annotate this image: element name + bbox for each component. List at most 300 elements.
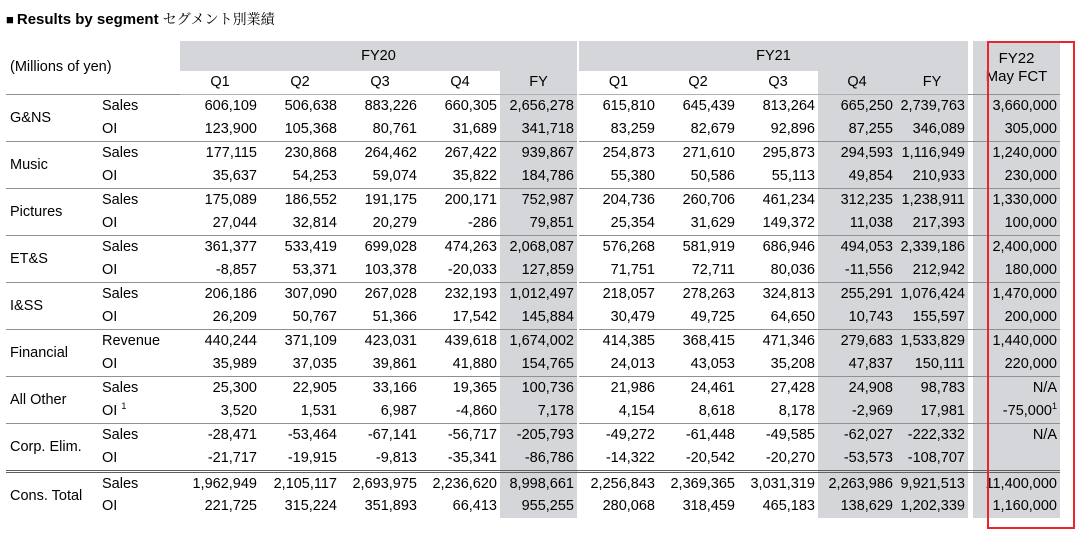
fy22-forecast-text: 200,000: [1004, 309, 1057, 325]
fy21-q4-header: Q4: [818, 71, 896, 95]
fy20-q1-value: 361,377: [180, 236, 260, 260]
fy20-q2-value: 506,638: [260, 95, 340, 119]
table-row: [6, 377, 1060, 401]
fy21-q2-value: 31,629: [690, 215, 735, 231]
fy20-q3-value: -9,813: [375, 450, 417, 466]
metric-text: Sales: [102, 380, 139, 396]
fy21-q3-value: 3,031,319: [738, 472, 818, 496]
fy20-q1-value: 177,115: [180, 142, 260, 166]
fy22-forecast-text: 305,000: [1004, 121, 1057, 137]
metric-text: OI: [102, 403, 118, 419]
fy21-q3-value: 149,372: [762, 215, 815, 231]
metric-label: [98, 472, 180, 496]
fy21-q2-value: 72,711: [691, 262, 735, 278]
fy21-q1-value: 83,259: [578, 118, 658, 142]
fy20-header: FY20: [180, 41, 578, 71]
fy20-q1-value: 206,186: [180, 283, 260, 307]
fy21-q4-value: 10,743: [818, 306, 896, 330]
fy21-fy-value: 217,393: [896, 212, 968, 236]
fy20-q1-value: 25,300: [180, 377, 260, 401]
fy21-fy-value: 17,981: [896, 400, 968, 424]
metric-text: OI: [102, 356, 118, 372]
fy22-forecast-value: [973, 424, 1060, 448]
fy20-fy-value: 955,255: [500, 495, 578, 518]
fy22-forecast-value: [973, 306, 1060, 330]
fy21-fy-value: 1,533,829: [896, 330, 968, 354]
table-row: [6, 189, 1060, 213]
table-row: [6, 330, 1060, 354]
table-row: [6, 165, 1060, 189]
fy22-forecast-text: -75,000: [1002, 403, 1052, 419]
fy20-q4-value: 2,236,620: [420, 472, 500, 496]
fy22-forecast-text: 100,000: [1004, 215, 1057, 231]
fy20-q2-value: 105,368: [284, 121, 337, 137]
fy20-q4-value: 660,305: [420, 95, 500, 119]
fy22-forecast-text: 2,400,000: [992, 239, 1057, 255]
fy20-q2-value: 50,767: [292, 309, 337, 325]
header-row-years: [6, 41, 1060, 71]
fy21-q2-value: 581,919: [658, 236, 738, 260]
fy21-q2-value: 260,706: [658, 189, 738, 213]
fy21-q3-value: 324,813: [738, 283, 818, 307]
fy20-q4-value: 474,263: [420, 236, 500, 260]
fy22-header-line2: May FCT: [985, 67, 1048, 85]
fy22-forecast-text: 1,470,000: [992, 286, 1057, 302]
fy21-q4-value: 665,250: [818, 95, 896, 119]
metric-label: [98, 118, 180, 142]
fy22-forecast-text: N/A: [1032, 427, 1057, 443]
fy21-q4-value: -62,027: [818, 424, 896, 448]
metric-text: Sales: [102, 98, 139, 114]
fy20-fy-value: 127,859: [500, 259, 578, 283]
table-row: [6, 212, 1060, 236]
metric-label: [98, 95, 180, 119]
metric-text: OI: [102, 450, 118, 466]
metric-label: [98, 259, 180, 283]
fy20-q1-value: 1,962,949: [180, 472, 260, 496]
fy21-q2-value: 43,053: [690, 356, 735, 372]
table-row: [6, 142, 1060, 166]
metric-label: [98, 377, 180, 401]
fy20-fy-header: FY: [500, 71, 578, 95]
metric-text: Sales: [102, 286, 139, 302]
table-row: [6, 447, 1060, 472]
fy22-forecast-value: [973, 377, 1060, 401]
metric-text: OI: [102, 498, 118, 514]
fy21-fy-value: 212,942: [896, 259, 968, 283]
fy21-q2-value: 50,586: [690, 168, 735, 184]
table-row: [6, 353, 1060, 377]
fy20-q3-value: 33,166: [340, 377, 420, 401]
metric-label: [98, 212, 180, 236]
metric-text: Sales: [102, 145, 139, 161]
fy22-forecast-value: [973, 400, 1060, 424]
fy22-forecast-value: [973, 283, 1060, 307]
fy21-q2-value: 645,439: [658, 95, 738, 119]
metric-text: Sales: [102, 192, 139, 208]
fy20-q1-value: -8,857: [215, 262, 257, 278]
fy20-q1-value: 26,209: [212, 309, 257, 325]
fy21-q4-value: -2,969: [818, 400, 896, 424]
fy20-q2-header: Q2: [260, 71, 340, 95]
fy20-q1-value: 27,044: [212, 215, 257, 231]
fy20-q1-value: 440,244: [180, 330, 260, 354]
fy20-q4-value: 19,365: [420, 377, 500, 401]
fy21-q1-value: 280,068: [578, 495, 658, 518]
table-row: [6, 400, 1060, 424]
fy20-q4-header: Q4: [420, 71, 500, 95]
fy22-forecast-text: 3,660,000: [992, 98, 1057, 114]
fy21-fy-value: 9,921,513: [896, 472, 968, 496]
fy21-q4-value: 279,683: [818, 330, 896, 354]
metric-text: OI: [102, 215, 118, 231]
fy21-q2-value: 278,263: [658, 283, 738, 307]
fy21-fy-value: 150,111: [896, 353, 968, 377]
fy20-q4-value: 31,689: [452, 121, 497, 137]
fy21-q2-value: 8,618: [698, 403, 735, 419]
fy20-q1-value: 221,725: [204, 498, 257, 514]
fy20-q3-value: 103,378: [364, 262, 417, 278]
fy20-q4-value: 439,618: [420, 330, 500, 354]
fy22-forecast-text: N/A: [1032, 380, 1057, 396]
fy20-q2-value: 230,868: [260, 142, 340, 166]
table-row: [6, 95, 1060, 119]
metric-label: [98, 142, 180, 166]
fy20-q4-value: 66,413: [452, 498, 497, 514]
fy20-fy-value: -86,786: [500, 447, 578, 472]
fy21-q4-value: 47,837: [818, 353, 896, 377]
fy21-q4-value: 2,263,986: [818, 472, 896, 496]
metric-text: OI: [102, 309, 118, 325]
footnote-marker: 1: [121, 401, 127, 412]
fy20-q3-value: 20,279: [372, 215, 417, 231]
fy21-fy-value: 2,739,763: [896, 95, 968, 119]
fy20-q2-value: -19,915: [287, 450, 337, 466]
metric-text: OI: [102, 262, 118, 278]
fy21-q4-value: 87,255: [818, 118, 896, 142]
metric-label: [98, 306, 180, 330]
table-row: [6, 424, 1060, 448]
segment-label: Cons. Total: [6, 472, 98, 519]
fy21-q1-value: 71,751: [578, 259, 658, 283]
fy21-q3-value: 465,183: [762, 498, 815, 514]
fy20-q3-value: 6,987: [380, 403, 417, 419]
metric-text: Sales: [102, 427, 139, 443]
fy20-q3-value: 39,861: [372, 356, 417, 372]
metric-text: Sales: [102, 476, 139, 492]
fy21-q2-value: 49,725: [690, 309, 735, 325]
fy22-forecast-value: [973, 118, 1060, 142]
fy20-q2-value: 53,371: [292, 262, 337, 278]
table-row: [6, 118, 1060, 142]
fy21-q3-value: -20,270: [765, 450, 815, 466]
fy22-forecast-value: [973, 95, 1060, 119]
fy20-q1-value: 35,989: [212, 356, 257, 372]
fy20-q2-value: 32,814: [292, 215, 337, 231]
segment-label: I&SS: [6, 283, 98, 330]
table-row: [6, 306, 1060, 330]
fy21-q4-value: 24,908: [818, 377, 896, 401]
fy20-q2-value: 315,224: [284, 498, 337, 514]
fy20-q1-value: -28,471: [180, 424, 260, 448]
fy21-q2-value: 271,610: [658, 142, 738, 166]
fy21-q4-value: 138,629: [818, 495, 896, 518]
fy20-q4-value: -286: [467, 215, 497, 231]
fy22-forecast-text: 1,240,000: [992, 145, 1057, 161]
fy21-q2-value: 368,415: [658, 330, 738, 354]
fy20-q2-value: 2,105,117: [260, 472, 340, 496]
fy21-q2-value: 2,369,365: [658, 472, 738, 496]
fy21-fy-value: -108,707: [896, 447, 968, 472]
fy22-header-line1: FY22: [998, 49, 1035, 67]
segment-label: Pictures: [6, 189, 98, 236]
fy20-q2-value: 1,531: [300, 403, 337, 419]
fy21-q1-value: 55,380: [578, 165, 658, 189]
fy20-q3-value: 351,893: [364, 498, 417, 514]
metric-text: OI: [102, 168, 118, 184]
fy21-q4-value: 49,854: [818, 165, 896, 189]
fy20-fy-value: 2,656,278: [500, 95, 578, 119]
fy21-q1-value: -14,322: [578, 447, 658, 472]
fy20-fy-value: 752,987: [500, 189, 578, 213]
fy22-forecast-value: [973, 472, 1060, 496]
fy20-q2-value: -53,464: [260, 424, 340, 448]
fy20-q4-value: 232,193: [420, 283, 500, 307]
fy21-q1-value: 414,385: [578, 330, 658, 354]
table-row: [6, 283, 1060, 307]
fy21-q2-value: -61,448: [658, 424, 738, 448]
metric-label: [98, 400, 180, 424]
fy21-fy-value: 1,238,911: [896, 189, 968, 213]
metric-label: [98, 424, 180, 448]
fy21-q3-value: 686,946: [738, 236, 818, 260]
fy20-q3-value: 699,028: [340, 236, 420, 260]
fy22-forecast-value: [973, 212, 1060, 236]
fy21-fy-value: 1,076,424: [896, 283, 968, 307]
fy21-q2-header: Q2: [658, 71, 738, 95]
fy21-q3-value: 27,428: [738, 377, 818, 401]
fy20-q4-value: 41,880: [452, 356, 497, 372]
table-row: [6, 259, 1060, 283]
fy22-forecast-value: [973, 330, 1060, 354]
fy21-fy-value: 1,202,339: [896, 495, 968, 518]
fy20-fy-value: 1,674,002: [500, 330, 578, 354]
fy20-q1-value: 35,637: [212, 168, 257, 184]
fy21-q1-value: 30,479: [578, 306, 658, 330]
fy20-fy-value: -205,793: [500, 424, 578, 448]
fy21-q2-value: 24,461: [658, 377, 738, 401]
fy22-header: [973, 41, 1060, 95]
fy20-q1-header: Q1: [180, 71, 260, 95]
fy21-q1-value: 204,736: [578, 189, 658, 213]
footnote-marker: 1: [1051, 401, 1057, 412]
fy21-q1-value: 576,268: [578, 236, 658, 260]
section-heading: [6, 7, 275, 33]
fy20-q3-value: 80,761: [372, 121, 417, 137]
fy20-q3-header: Q3: [340, 71, 420, 95]
fy20-q3-value: 267,028: [340, 283, 420, 307]
fy20-q2-value: 371,109: [260, 330, 340, 354]
metric-label: [98, 353, 180, 377]
fy20-q3-value: 191,175: [340, 189, 420, 213]
fy21-header: FY21: [578, 41, 968, 71]
metric-text: Sales: [102, 239, 139, 255]
fy20-fy-value: 939,867: [500, 142, 578, 166]
metric-text: Revenue: [102, 333, 161, 349]
segment-label: G&NS: [6, 95, 98, 142]
fy21-q3-value: 35,208: [770, 356, 815, 372]
fy21-q3-value: 461,234: [738, 189, 818, 213]
fy20-q1-value: -21,717: [207, 450, 257, 466]
fy21-q1-value: 218,057: [578, 283, 658, 307]
heading-english: Results by segment: [16, 11, 159, 28]
fy21-q4-value: -11,556: [818, 259, 896, 283]
metric-label: [98, 283, 180, 307]
fy21-q4-value: 494,053: [818, 236, 896, 260]
fy21-fy-value: 98,783: [896, 377, 968, 401]
fy21-q1-value: 24,013: [578, 353, 658, 377]
fy22-forecast-text: 1,440,000: [992, 333, 1057, 349]
fy20-fy-value: 341,718: [500, 118, 578, 142]
fy20-q4-value: 35,822: [452, 168, 497, 184]
unit-label: (Millions of yen): [10, 59, 112, 75]
fy20-q1-value: 123,900: [204, 121, 257, 137]
fy20-q3-value: 883,226: [340, 95, 420, 119]
fy21-q2-value: 318,459: [682, 498, 735, 514]
segment-label: ET&S: [6, 236, 98, 283]
fy21-q4-value: 255,291: [818, 283, 896, 307]
fy21-q3-value: 8,178: [778, 403, 815, 419]
fy21-fy-value: 2,339,186: [896, 236, 968, 260]
segment-label: All Other: [6, 377, 98, 424]
fy20-q2-value: 37,035: [292, 356, 337, 372]
metric-label: [98, 189, 180, 213]
fy20-q2-value: 186,552: [260, 189, 340, 213]
fy21-q3-value: -49,585: [738, 424, 818, 448]
fy21-fy-value: 155,597: [896, 306, 968, 330]
fy21-q1-value: 2,256,843: [578, 472, 658, 496]
heading-japanese: セグメント別業績: [162, 12, 275, 28]
fy20-q4-value: 17,542: [452, 309, 497, 325]
fy20-q2-value: 54,253: [292, 168, 337, 184]
fy22-forecast-value: [973, 236, 1060, 260]
fy20-q1-value: 3,520: [220, 403, 257, 419]
fy20-fy-value: 184,786: [500, 165, 578, 189]
fy20-q4-value: 267,422: [420, 142, 500, 166]
fy21-q3-value: 64,650: [770, 309, 815, 325]
fy20-q3-value: 2,693,975: [340, 472, 420, 496]
fy20-q2-value: 533,419: [260, 236, 340, 260]
fy22-forecast-value: [973, 189, 1060, 213]
fy20-q3-value: -67,141: [340, 424, 420, 448]
fy20-q4-value: -4,860: [455, 403, 497, 419]
fy22-forecast-text: 180,000: [1004, 262, 1057, 278]
fy21-q3-value: 813,264: [738, 95, 818, 119]
metric-text: OI: [102, 121, 118, 137]
fy21-q3-value: 80,036: [770, 262, 815, 278]
fy22-forecast-value: [973, 165, 1060, 189]
fy21-fy-header: FY: [896, 71, 968, 95]
fy20-fy-value: 7,178: [500, 400, 578, 424]
fy22-forecast-text: 220,000: [1004, 356, 1057, 372]
segment-label: Financial: [6, 330, 98, 377]
fy22-forecast-text: 11,400,000: [985, 476, 1057, 492]
fy20-q3-value: 51,366: [372, 309, 417, 325]
fy21-q3-header: Q3: [738, 71, 818, 95]
fy20-fy-value: 1,012,497: [500, 283, 578, 307]
fy21-fy-value: 210,933: [896, 165, 968, 189]
fy21-fy-value: -222,332: [896, 424, 968, 448]
fy20-q2-value: 307,090: [260, 283, 340, 307]
fy20-q3-value: 423,031: [340, 330, 420, 354]
fy21-fy-value: 346,089: [896, 118, 968, 142]
fy21-q4-value: -53,573: [818, 447, 896, 472]
fy21-q4-value: 312,235: [818, 189, 896, 213]
fy21-q1-value: -49,272: [578, 424, 658, 448]
segment-label: Corp. Elim.: [6, 424, 98, 472]
segment-label: Music: [6, 142, 98, 189]
table-row: [6, 472, 1060, 496]
fy21-q2-value: 82,679: [690, 121, 735, 137]
metric-label: [98, 236, 180, 260]
metric-label: [98, 495, 180, 518]
fy20-fy-value: 79,851: [500, 212, 578, 236]
metric-label: [98, 165, 180, 189]
fy20-fy-value: 154,765: [500, 353, 578, 377]
fy21-q1-value: 25,354: [578, 212, 658, 236]
metric-label: [98, 330, 180, 354]
table-row: [6, 495, 1060, 518]
fy20-fy-value: 100,736: [500, 377, 578, 401]
fy21-q1-value: 254,873: [578, 142, 658, 166]
fy21-fy-value: 1,116,949: [896, 142, 968, 166]
fy21-q3-value: 92,896: [770, 121, 815, 137]
fy21-q2-value: -20,542: [685, 450, 735, 466]
fy22-forecast-value: [973, 353, 1060, 377]
fy22-forecast-value: [973, 495, 1060, 518]
heading-square-bullet: ■: [6, 12, 14, 27]
fy20-q3-value: 264,462: [340, 142, 420, 166]
fy20-q2-value: 22,905: [260, 377, 340, 401]
fy20-q3-value: 59,074: [372, 168, 417, 184]
fy22-forecast-text: 1,330,000: [992, 192, 1057, 208]
fy22-forecast-value: [973, 142, 1060, 166]
fy20-fy-value: 145,884: [500, 306, 578, 330]
fy20-q4-value: -35,341: [447, 450, 497, 466]
fy21-q1-value: 615,810: [578, 95, 658, 119]
fy20-q4-value: 200,171: [420, 189, 500, 213]
fy22-forecast-value: [973, 447, 1060, 472]
fy20-q4-value: -56,717: [420, 424, 500, 448]
fy21-q4-value: 11,038: [818, 212, 896, 236]
fy22-forecast-text: 230,000: [1004, 168, 1057, 184]
fy21-q3-value: 471,346: [738, 330, 818, 354]
fy21-q1-value: 21,986: [578, 377, 658, 401]
fy21-q1-header: Q1: [578, 71, 658, 95]
fy21-q3-value: 55,113: [771, 168, 815, 184]
fy20-q4-value: -20,033: [447, 262, 497, 278]
fy20-q1-value: 175,089: [180, 189, 260, 213]
fy22-forecast-text: 1,160,000: [992, 498, 1057, 514]
fy21-q3-value: 295,873: [738, 142, 818, 166]
fy21-q4-value: 294,593: [818, 142, 896, 166]
table-row: [6, 236, 1060, 260]
fy20-fy-value: 2,068,087: [500, 236, 578, 260]
segment-results-table: [6, 41, 1060, 518]
fy20-q1-value: 606,109: [180, 95, 260, 119]
fy21-q1-value: 4,154: [578, 400, 658, 424]
fy20-fy-value: 8,998,661: [500, 472, 578, 496]
